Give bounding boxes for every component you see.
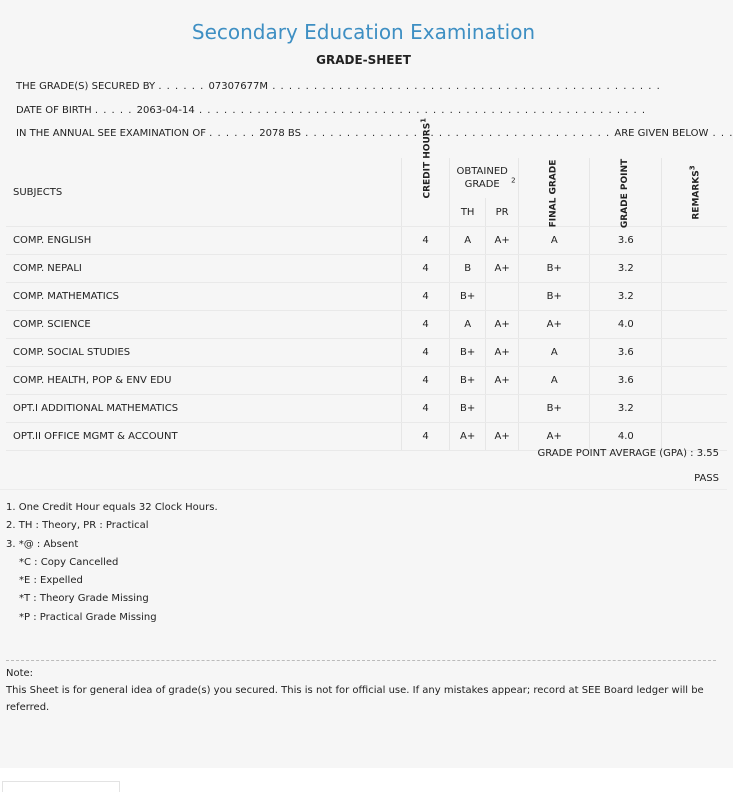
grade-point-cell: 3.2 <box>590 395 662 423</box>
th-grade-cell: A <box>450 311 485 339</box>
remarks-cell <box>662 423 727 451</box>
table-row <box>6 283 727 311</box>
legend-item: 1. One Credit Hour equals 32 Clock Hours. <box>6 502 218 513</box>
credit-cell: 4 <box>401 367 450 395</box>
final-grade-cell: B+ <box>519 283 590 311</box>
grade-point-cell: 4.0 <box>590 311 662 339</box>
pr-grade-cell: A+ <box>485 311 519 339</box>
remarks-cell <box>662 367 727 395</box>
credit-footnote: 1 <box>419 117 427 123</box>
final-grade-cell: A <box>519 339 590 367</box>
subject-cell: COMP. ENGLISH <box>6 227 401 255</box>
legend <box>6 499 218 627</box>
legend-item: 3. *@ : Absent <box>6 538 79 550</box>
obtained-grade-label: OBTAINED GRADE <box>456 166 508 190</box>
credit-hours-label: CREDIT HOURS <box>422 122 432 198</box>
subject-cell: OPT.II OFFICE MGMT & ACCOUNT <box>6 423 401 451</box>
page-title: Secondary Education Examination <box>191 20 536 44</box>
credit-cell: 4 <box>401 311 450 339</box>
pr-grade-cell <box>485 395 519 423</box>
note-divider <box>6 660 716 661</box>
th-grade-cell: B+ <box>450 339 485 367</box>
th-grade-cell: B+ <box>450 283 485 311</box>
legend-item: *T : Theory Grade Missing <box>19 593 149 605</box>
dob-label: DATE OF BIRTH <box>16 105 92 116</box>
credit-cell: 4 <box>401 283 450 311</box>
th-grade-cell: B+ <box>450 367 485 395</box>
pr-grade-cell: A+ <box>485 255 519 283</box>
note-text: This Sheet is for general idea of grade(s) you secured. This is not for official use. If any mistakes appear; record at SEE Board ledger will be referred. <box>6 685 704 713</box>
table-row <box>6 395 727 423</box>
remarks-cell <box>662 311 727 339</box>
secured-by-line: THE GRADE(S) SECURED BY . . . . . . 07307677M . . . . . . . . . . . . . . . . . . . . . . . . . . . . . . . . . . . . . . . . . . . . . . . <box>16 81 661 92</box>
exam-year: 2078 BS <box>259 128 301 139</box>
legend-item: *E : Expelled <box>19 575 83 587</box>
secured-by-label: THE GRADE(S) SECURED BY <box>16 81 156 92</box>
grade-point-cell: 3.6 <box>590 339 662 367</box>
header-subjects: SUBJECTS <box>6 158 401 227</box>
credit-cell: 4 <box>401 227 450 255</box>
remarks-cell <box>662 395 727 423</box>
header-grade-point <box>590 158 662 227</box>
credit-cell: 4 <box>401 423 450 451</box>
subject-cell: COMP. MATHEMATICS <box>6 283 401 311</box>
date-of-birth: 2063-04-14 <box>136 105 195 116</box>
grade-point-cell: 3.6 <box>590 227 662 255</box>
grade-point-cell: 4.0 <box>590 423 662 451</box>
exam-line: IN THE ANNUAL SEE EXAMINATION OF . . . . . . 2078 BS . . . . . . . . . . . . . . . . . . . . . . . . . . . . . . . . . . . . . ARE GIVEN BELOW . . . <box>16 128 734 139</box>
sheet-subtitle: GRADE-SHEET <box>316 53 411 67</box>
th-grade-cell: B <box>450 255 485 283</box>
legend-item: *C : Copy Cancelled <box>19 556 119 568</box>
final-grade-cell: B+ <box>519 395 590 423</box>
gpa-value: 3.55 <box>696 448 719 459</box>
header-credit-hours <box>401 117 450 227</box>
th-grade-cell: A+ <box>450 423 485 451</box>
dob-line: DATE OF BIRTH . . . . . 2063-04-14 . . . . . . . . . . . . . . . . . . . . . . . . . . . . . . . . . . . . . . . . . . . . . . . . . . . . . . <box>16 105 647 116</box>
pr-grade-cell <box>485 283 519 311</box>
final-grade-label: FINAL GRADE <box>548 159 559 227</box>
header-th: TH <box>450 198 485 227</box>
remarks-label: REMARKS <box>691 169 702 220</box>
credit-cell: 4 <box>401 395 450 423</box>
table-row <box>6 367 727 395</box>
final-grade-cell: A+ <box>519 311 590 339</box>
subject-cell: COMP. SCIENCE <box>6 311 401 339</box>
exam-label: IN THE ANNUAL SEE EXAMINATION OF <box>16 128 206 139</box>
grade-point-cell: 3.2 <box>590 283 662 311</box>
gpa-line <box>537 448 719 459</box>
subject-cell: COMP. NEPALI <box>6 255 401 283</box>
table-row <box>6 227 727 255</box>
gpa-label: GRADE POINT AVERAGE (GPA) : <box>537 448 694 459</box>
remarks-cell <box>662 339 727 367</box>
table-row <box>6 311 727 339</box>
pr-grade-cell: A+ <box>485 423 519 451</box>
result-status: PASS <box>694 473 719 484</box>
final-grade-cell: A <box>519 227 590 255</box>
note <box>6 665 721 716</box>
remarks-footnote: 3 <box>688 164 697 170</box>
credit-cell: 4 <box>401 339 450 367</box>
legend-item: *P : Practical Grade Missing <box>19 611 157 623</box>
table-row <box>6 339 727 367</box>
obtained-footnote: 2 <box>511 176 516 185</box>
remarks-cell <box>662 255 727 283</box>
header-final-grade <box>519 158 590 227</box>
legend-item: 2. TH : Theory, PR : Practical <box>6 520 149 532</box>
final-grade-cell: A+ <box>519 423 590 451</box>
header-remarks <box>662 158 727 227</box>
subject-cell: OPT.I ADDITIONAL MATHEMATICS <box>6 395 401 423</box>
header-obtained-grade <box>450 158 519 198</box>
remarks-cell <box>662 227 727 255</box>
pr-grade-cell: A+ <box>485 367 519 395</box>
remarks-cell <box>662 283 727 311</box>
grade-point-cell: 3.6 <box>590 367 662 395</box>
table-row <box>6 423 727 451</box>
note-label: Note: <box>6 668 34 679</box>
final-grade-cell: A <box>519 367 590 395</box>
divider <box>0 489 727 490</box>
subject-cell: COMP. SOCIAL STUDIES <box>6 339 401 367</box>
table-row <box>6 255 727 283</box>
grade-point-cell: 3.2 <box>590 255 662 283</box>
pr-grade-cell: A+ <box>485 227 519 255</box>
pr-grade-cell: A+ <box>485 339 519 367</box>
grade-point-label: GRADE POINT <box>620 158 631 228</box>
th-grade-cell: A <box>450 227 485 255</box>
credit-cell: 4 <box>401 255 450 283</box>
subject-cell: COMP. HEALTH, POP & ENV EDU <box>6 367 401 395</box>
final-grade-cell: B+ <box>519 255 590 283</box>
th-grade-cell: B+ <box>450 395 485 423</box>
header-pr: PR <box>485 198 519 227</box>
symbol-number: 07307677M <box>208 81 269 92</box>
given-below-text: ARE GIVEN BELOW <box>614 128 709 139</box>
